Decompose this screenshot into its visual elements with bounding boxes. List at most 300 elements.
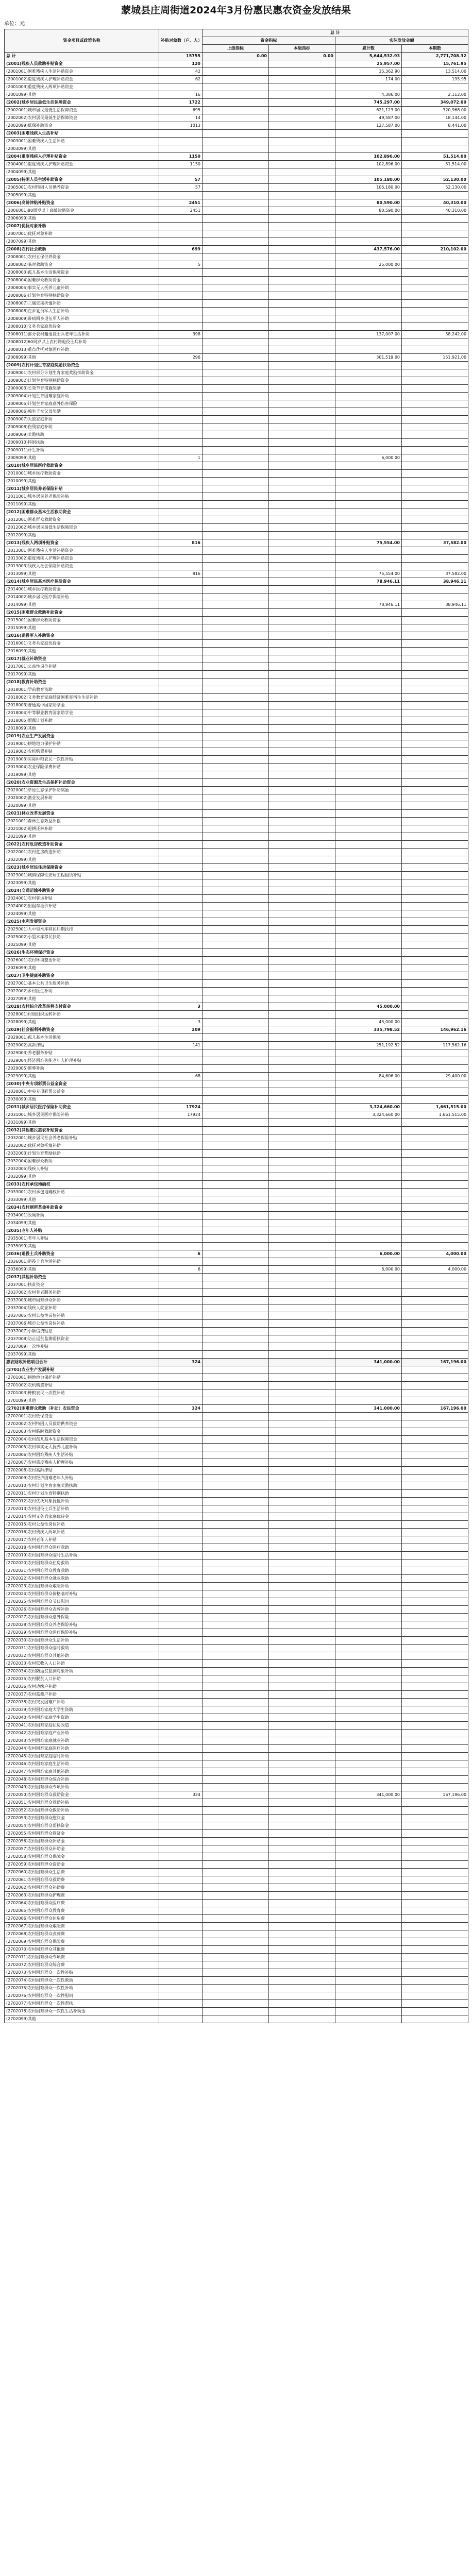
table-row xyxy=(5,1366,468,1374)
cumulative-amount-cell xyxy=(335,1389,402,1397)
project-cell: (2702052)农村困难群众救助补助 xyxy=(5,1807,159,1815)
current-amount-cell xyxy=(402,1977,468,1985)
count-cell xyxy=(159,748,203,756)
count-cell xyxy=(159,1900,203,1907)
current-amount-cell xyxy=(402,1822,468,1830)
upper-amount-cell xyxy=(203,532,269,539)
upper-amount-cell xyxy=(203,640,269,648)
project-cell: (2019099)其他 xyxy=(5,771,159,779)
count-cell xyxy=(159,1490,203,1498)
current-amount-cell xyxy=(402,1637,468,1645)
project-cell: (2702076)农村困难群众一次性慰问 xyxy=(5,1992,159,2000)
table-row xyxy=(5,1111,468,1119)
cumulative-amount-cell xyxy=(335,1258,402,1266)
current-amount-cell xyxy=(402,1660,468,1668)
upper-amount-cell xyxy=(203,2000,269,2008)
current-amount-cell xyxy=(402,2008,468,2015)
count-cell: 3 xyxy=(159,1003,203,1011)
table-row xyxy=(5,408,468,416)
upper-amount-cell xyxy=(203,609,269,617)
project-cell: (2021099)其他 xyxy=(5,833,159,841)
project-cell: (2701002)农机购置补贴 xyxy=(5,1382,159,1389)
local-amount-cell xyxy=(269,1536,335,1544)
count-cell: 398 xyxy=(159,331,203,338)
local-amount-cell xyxy=(269,856,335,864)
project-cell: (2001003)重度残疾人两项补贴资金 xyxy=(5,83,159,91)
current-amount-cell xyxy=(402,648,468,655)
current-amount-cell xyxy=(402,1923,468,1930)
local-amount-cell xyxy=(269,153,335,161)
local-amount-cell xyxy=(269,377,335,385)
page-title: 蒙城县庄周街道2024年3月份惠民惠农资金发放结果 xyxy=(121,5,351,16)
table-row xyxy=(5,1985,468,1992)
upper-amount-cell xyxy=(203,1614,269,1621)
local-amount-cell xyxy=(269,1675,335,1683)
current-amount-cell xyxy=(402,416,468,423)
cumulative-amount-cell xyxy=(335,362,402,369)
cumulative-amount-cell xyxy=(335,1475,402,1482)
count-cell xyxy=(159,1722,203,1730)
table-row xyxy=(5,192,468,199)
upper-amount-cell xyxy=(203,1845,269,1853)
project-cell: (2020001)草原生态保护补助奖励 xyxy=(5,787,159,794)
current-amount-cell xyxy=(402,1019,468,1026)
cumulative-amount-cell xyxy=(335,1691,402,1699)
upper-amount-cell xyxy=(203,957,269,964)
project-cell: (2702040)农村困难家庭学生资助 xyxy=(5,1714,159,1722)
upper-amount-cell xyxy=(203,423,269,431)
table-row xyxy=(5,308,468,315)
current-amount-cell xyxy=(402,864,468,872)
cumulative-amount-cell xyxy=(335,709,402,717)
current-amount-cell xyxy=(402,1467,468,1475)
cumulative-amount-cell xyxy=(335,1652,402,1660)
local-amount-cell xyxy=(269,1668,335,1675)
current-amount-cell xyxy=(402,1714,468,1722)
cumulative-amount-cell xyxy=(335,926,402,934)
local-amount-cell xyxy=(269,879,335,887)
local-amount-cell xyxy=(269,470,335,478)
cumulative-amount-cell xyxy=(335,1335,402,1343)
count-cell xyxy=(159,1382,203,1389)
cumulative-amount-cell xyxy=(335,1977,402,1985)
project-cell: (2702059)农村困难群众资助金 xyxy=(5,1861,159,1869)
local-amount-cell xyxy=(269,292,335,300)
upper-amount-cell xyxy=(203,261,269,269)
project-cell: (2016001)义务兵家庭优待金 xyxy=(5,640,159,648)
current-amount-cell xyxy=(402,1080,468,1088)
table-row xyxy=(5,1637,468,1645)
current-amount-cell xyxy=(402,1583,468,1590)
cumulative-amount-cell: 341,000.00 xyxy=(335,1359,402,1366)
count-cell xyxy=(159,1119,203,1127)
cumulative-amount-cell xyxy=(335,1938,402,1946)
upper-amount-cell xyxy=(203,478,269,485)
project-cell: (2027099)其他 xyxy=(5,995,159,1003)
current-amount-cell xyxy=(402,1281,468,1289)
table-row xyxy=(5,1389,468,1397)
upper-amount-cell xyxy=(203,1876,269,1884)
cumulative-amount-cell xyxy=(335,223,402,230)
project-cell: (2017099)其他 xyxy=(5,671,159,679)
local-amount-cell xyxy=(269,849,335,856)
local-amount-cell xyxy=(269,138,335,145)
local-amount-cell xyxy=(269,1335,335,1343)
cumulative-amount-cell xyxy=(335,1807,402,1815)
count-cell xyxy=(159,1938,203,1946)
local-amount-cell xyxy=(269,1289,335,1297)
upper-amount-cell xyxy=(203,1560,269,1567)
count-cell: 141 xyxy=(159,1042,203,1049)
project-cell: (2025002)小型水库移民扶助 xyxy=(5,934,159,941)
table-row xyxy=(5,655,468,663)
project-cell: (2034099)其他 xyxy=(5,1219,159,1227)
current-amount-cell xyxy=(402,308,468,315)
project-cell: (2020)农业资源及生态保护补助资金 xyxy=(5,779,159,787)
project-cell: (2037008)防止返贫监测帮扶资金 xyxy=(5,1335,159,1343)
upper-amount-cell xyxy=(203,524,269,532)
upper-amount-cell xyxy=(203,617,269,624)
upper-amount-cell xyxy=(203,671,269,679)
cumulative-amount-cell: 78,946.11 xyxy=(335,601,402,609)
cumulative-amount-cell xyxy=(335,1552,402,1560)
local-amount-cell xyxy=(269,1258,335,1266)
cumulative-amount-cell xyxy=(335,2015,402,2023)
local-amount-cell xyxy=(269,910,335,918)
current-amount-cell: 210,102.00 xyxy=(402,246,468,253)
count-cell xyxy=(159,1884,203,1892)
project-cell: (2031099)其他 xyxy=(5,1119,159,1127)
table-row xyxy=(5,1475,468,1482)
upper-amount-cell xyxy=(203,1737,269,1745)
table-row xyxy=(5,609,468,617)
project-cell: (2702055)农村困难群众救济金 xyxy=(5,1830,159,1838)
cumulative-amount-cell xyxy=(335,1730,402,1737)
upper-amount-cell xyxy=(203,1900,269,1907)
upper-amount-cell xyxy=(203,555,269,563)
table-row xyxy=(5,447,468,454)
count-cell xyxy=(159,1575,203,1583)
local-amount-cell xyxy=(269,122,335,130)
table-row xyxy=(5,1498,468,1505)
count-cell: 120 xyxy=(159,60,203,68)
project-cell: (2035)老年人补贴 xyxy=(5,1227,159,1235)
project-cell: (2009099)其他 xyxy=(5,454,159,462)
cumulative-amount-cell xyxy=(335,663,402,671)
cumulative-amount-cell xyxy=(335,1606,402,1614)
upper-amount-cell xyxy=(203,1204,269,1212)
project-cell: (2013003)残疾人社会保险补贴资金 xyxy=(5,563,159,570)
cumulative-amount-cell xyxy=(335,802,402,810)
local-amount-cell xyxy=(269,787,335,794)
cumulative-amount-cell xyxy=(335,910,402,918)
count-cell xyxy=(159,1049,203,1057)
upper-amount-cell xyxy=(203,1954,269,1961)
current-amount-cell: 51,514.00 xyxy=(402,153,468,161)
count-cell xyxy=(159,1150,203,1158)
current-amount-cell xyxy=(402,447,468,454)
cumulative-amount-cell: 78,946.11 xyxy=(335,578,402,586)
count-cell xyxy=(159,957,203,964)
table-row xyxy=(5,462,468,470)
table-row xyxy=(5,230,468,238)
current-amount-cell xyxy=(402,617,468,624)
upper-amount-cell xyxy=(203,1003,269,1011)
cumulative-amount-cell xyxy=(335,478,402,485)
table-row xyxy=(5,1065,468,1073)
count-cell xyxy=(159,1621,203,1629)
count-cell xyxy=(159,1413,203,1420)
count-cell xyxy=(159,130,203,138)
current-amount-cell xyxy=(402,130,468,138)
cumulative-amount-cell xyxy=(335,1900,402,1907)
upper-amount-cell xyxy=(203,1328,269,1335)
count-cell xyxy=(159,1459,203,1467)
current-amount-cell xyxy=(402,1088,468,1096)
count-cell xyxy=(159,756,203,764)
cumulative-amount-cell xyxy=(335,679,402,686)
cumulative-amount-cell xyxy=(335,1189,402,1196)
local-amount-cell xyxy=(269,462,335,470)
cumulative-amount-cell xyxy=(335,1544,402,1552)
project-cell: (2008001)农村五保供养资金 xyxy=(5,253,159,261)
cumulative-amount-cell xyxy=(335,1366,402,1374)
header-count: 补贴对象数（户、人） xyxy=(159,29,203,53)
upper-amount-cell xyxy=(203,1753,269,1760)
table-row xyxy=(5,1884,468,1892)
local-amount-cell xyxy=(269,1436,335,1444)
current-amount-cell xyxy=(402,1915,468,1923)
current-amount-cell xyxy=(402,1513,468,1521)
current-amount-cell xyxy=(402,1946,468,1954)
local-amount-cell xyxy=(269,385,335,393)
current-amount-cell xyxy=(402,1189,468,1196)
cumulative-amount-cell xyxy=(335,671,402,679)
cumulative-amount-cell xyxy=(335,1134,402,1142)
count-cell xyxy=(159,733,203,740)
table-row xyxy=(5,1467,468,1475)
upper-amount-cell xyxy=(203,1150,269,1158)
table-row xyxy=(5,423,468,431)
table-row xyxy=(5,1513,468,1521)
table-row xyxy=(5,872,468,879)
cumulative-amount-cell: 341,000.00 xyxy=(335,1405,402,1413)
upper-amount-cell xyxy=(203,1869,269,1876)
project-cell: (2031)城乡居民医疗保险补助资金 xyxy=(5,1104,159,1111)
project-cell: (2702064)农村困难群众医疗费 xyxy=(5,1900,159,1907)
upper-amount-cell xyxy=(203,168,269,176)
local-amount-cell xyxy=(269,493,335,501)
local-amount-cell xyxy=(269,230,335,238)
cumulative-amount-cell: 80,590.00 xyxy=(335,199,402,207)
local-amount-cell xyxy=(269,539,335,547)
project-cell: (2702023)农村困难群众取暖补助 xyxy=(5,1583,159,1590)
current-amount-cell xyxy=(402,1575,468,1583)
project-cell: (2022001)农村危房改造补助 xyxy=(5,849,159,856)
cumulative-amount-cell xyxy=(335,1784,402,1791)
cumulative-amount-cell xyxy=(335,934,402,941)
current-amount-cell xyxy=(402,679,468,686)
local-amount-cell xyxy=(269,1552,335,1560)
count-cell xyxy=(159,1629,203,1637)
count-cell xyxy=(159,1730,203,1737)
project-cell: (2702003)农村临时救助资金 xyxy=(5,1428,159,1436)
count-cell xyxy=(159,168,203,176)
table-row xyxy=(5,2008,468,2015)
current-amount-cell xyxy=(402,1258,468,1266)
cumulative-amount-cell xyxy=(335,833,402,841)
cumulative-amount-cell xyxy=(335,1621,402,1629)
count-cell xyxy=(159,501,203,509)
count-cell: 1150 xyxy=(159,153,203,161)
cumulative-amount-cell xyxy=(335,439,402,447)
current-amount-cell xyxy=(402,1845,468,1853)
local-amount-cell xyxy=(269,261,335,269)
local-amount-cell xyxy=(269,315,335,323)
project-cell: (2037001)扶贫资金 xyxy=(5,1281,159,1289)
count-cell xyxy=(159,315,203,323)
project-cell: (2702006)农村困难残疾人生活补贴 xyxy=(5,1451,159,1459)
current-amount-cell xyxy=(402,995,468,1003)
upper-amount-cell xyxy=(203,91,269,99)
count-cell xyxy=(159,1536,203,1544)
upper-amount-cell xyxy=(203,1567,269,1575)
table-row xyxy=(5,1080,468,1088)
table-row xyxy=(5,980,468,988)
count-cell: 324 xyxy=(159,1791,203,1799)
table-row xyxy=(5,300,468,308)
table-row xyxy=(5,60,468,68)
project-cell: (2027001)基本公共卫生服务补助 xyxy=(5,980,159,988)
current-amount-cell xyxy=(402,1459,468,1467)
upper-amount-cell xyxy=(203,447,269,454)
count-cell xyxy=(159,145,203,153)
cumulative-amount-cell xyxy=(335,1598,402,1606)
count-cell: 209 xyxy=(159,1026,203,1034)
local-amount-cell xyxy=(269,1057,335,1065)
table-row xyxy=(5,663,468,671)
cumulative-amount-cell xyxy=(335,1714,402,1722)
current-amount-cell xyxy=(402,594,468,601)
upper-amount-cell xyxy=(203,779,269,787)
local-amount-cell xyxy=(269,1019,335,1026)
upper-amount-cell xyxy=(203,1281,269,1289)
cumulative-amount-cell xyxy=(335,1505,402,1513)
project-cell: (2018)教育补助资金 xyxy=(5,679,159,686)
cumulative-amount-cell xyxy=(335,1768,402,1776)
count-cell xyxy=(159,1992,203,2000)
table-row xyxy=(5,671,468,679)
upper-amount-cell xyxy=(203,1413,269,1420)
current-amount-cell xyxy=(402,1799,468,1807)
local-amount-cell xyxy=(269,423,335,431)
table-row xyxy=(5,694,468,702)
cumulative-amount-cell xyxy=(335,1954,402,1961)
current-amount-cell xyxy=(402,1536,468,1544)
current-amount-cell xyxy=(402,1181,468,1189)
count-cell xyxy=(159,1142,203,1150)
current-amount-cell xyxy=(402,1652,468,1660)
upper-amount-cell xyxy=(203,980,269,988)
count-cell xyxy=(159,1930,203,1938)
count-cell: 6 xyxy=(159,1266,203,1274)
table-row xyxy=(5,555,468,563)
local-amount-cell xyxy=(269,686,335,694)
count-cell: 3 xyxy=(159,1019,203,1026)
local-amount-cell xyxy=(269,709,335,717)
current-amount-cell xyxy=(402,1243,468,1250)
count-cell xyxy=(159,493,203,501)
current-amount-cell: 151,921.00 xyxy=(402,354,468,362)
local-amount-cell xyxy=(269,702,335,709)
upper-amount-cell xyxy=(203,362,269,369)
current-amount-cell xyxy=(402,1985,468,1992)
current-amount-cell: 4,000.00 xyxy=(402,1250,468,1258)
upper-amount-cell xyxy=(203,1722,269,1730)
local-amount-cell xyxy=(269,1397,335,1405)
count-cell xyxy=(159,1243,203,1250)
project-cell: (2702066)农村困难群众住房费 xyxy=(5,1915,159,1923)
cumulative-amount-cell xyxy=(335,385,402,393)
current-amount-cell xyxy=(402,1699,468,1706)
table-row xyxy=(5,1907,468,1915)
upper-amount-cell xyxy=(203,1930,269,1938)
table-row xyxy=(5,161,468,168)
table-row xyxy=(5,199,468,207)
upper-amount-cell xyxy=(203,1212,269,1219)
count-cell xyxy=(159,547,203,555)
local-amount-cell xyxy=(269,756,335,764)
local-amount-cell xyxy=(269,1049,335,1057)
project-cell: (2702058)农村困难群众保障金 xyxy=(5,1853,159,1861)
upper-amount-cell xyxy=(203,1359,269,1366)
current-amount-cell xyxy=(402,516,468,524)
table-row xyxy=(5,1575,468,1583)
project-cell: (2019003)实际种粮农民一次性补贴 xyxy=(5,756,159,764)
project-cell: (2702007)农村重度残疾人护理补贴 xyxy=(5,1459,159,1467)
project-cell: (2702071)农村困难群众专项费 xyxy=(5,1954,159,1961)
cumulative-amount-cell xyxy=(335,1985,402,1992)
current-amount-cell xyxy=(402,1892,468,1900)
project-cell: (2037005)农村公益性岗位补贴 xyxy=(5,1312,159,1320)
count-cell xyxy=(159,1467,203,1475)
count-cell xyxy=(159,1304,203,1312)
local-amount-cell xyxy=(269,1815,335,1822)
table-row xyxy=(5,563,468,570)
local-amount-cell xyxy=(269,478,335,485)
table-row xyxy=(5,1343,468,1351)
upper-amount-cell xyxy=(203,586,269,594)
local-amount-cell xyxy=(269,1343,335,1351)
table-row xyxy=(5,1923,468,1930)
current-amount-cell: 8,441.00 xyxy=(402,122,468,130)
table-row xyxy=(5,1714,468,1722)
project-cell: (2702043)农村困难家庭就业补助 xyxy=(5,1737,159,1745)
count-cell xyxy=(159,532,203,539)
current-amount-cell xyxy=(402,1954,468,1961)
count-cell xyxy=(159,1645,203,1652)
upper-amount-cell xyxy=(203,903,269,910)
project-cell: (2032004)困难群众救助 xyxy=(5,1158,159,1165)
count-cell xyxy=(159,277,203,284)
project-cell: (2008006)计划生育特别扶助资金 xyxy=(5,292,159,300)
project-cell: (2006099)其他 xyxy=(5,215,159,223)
cumulative-amount-cell xyxy=(335,748,402,756)
project-cell: (2015)困难群众救助补助资金 xyxy=(5,609,159,617)
current-amount-cell: 13,514.00 xyxy=(402,68,468,76)
local-amount-cell xyxy=(269,802,335,810)
local-amount-cell xyxy=(269,926,335,934)
